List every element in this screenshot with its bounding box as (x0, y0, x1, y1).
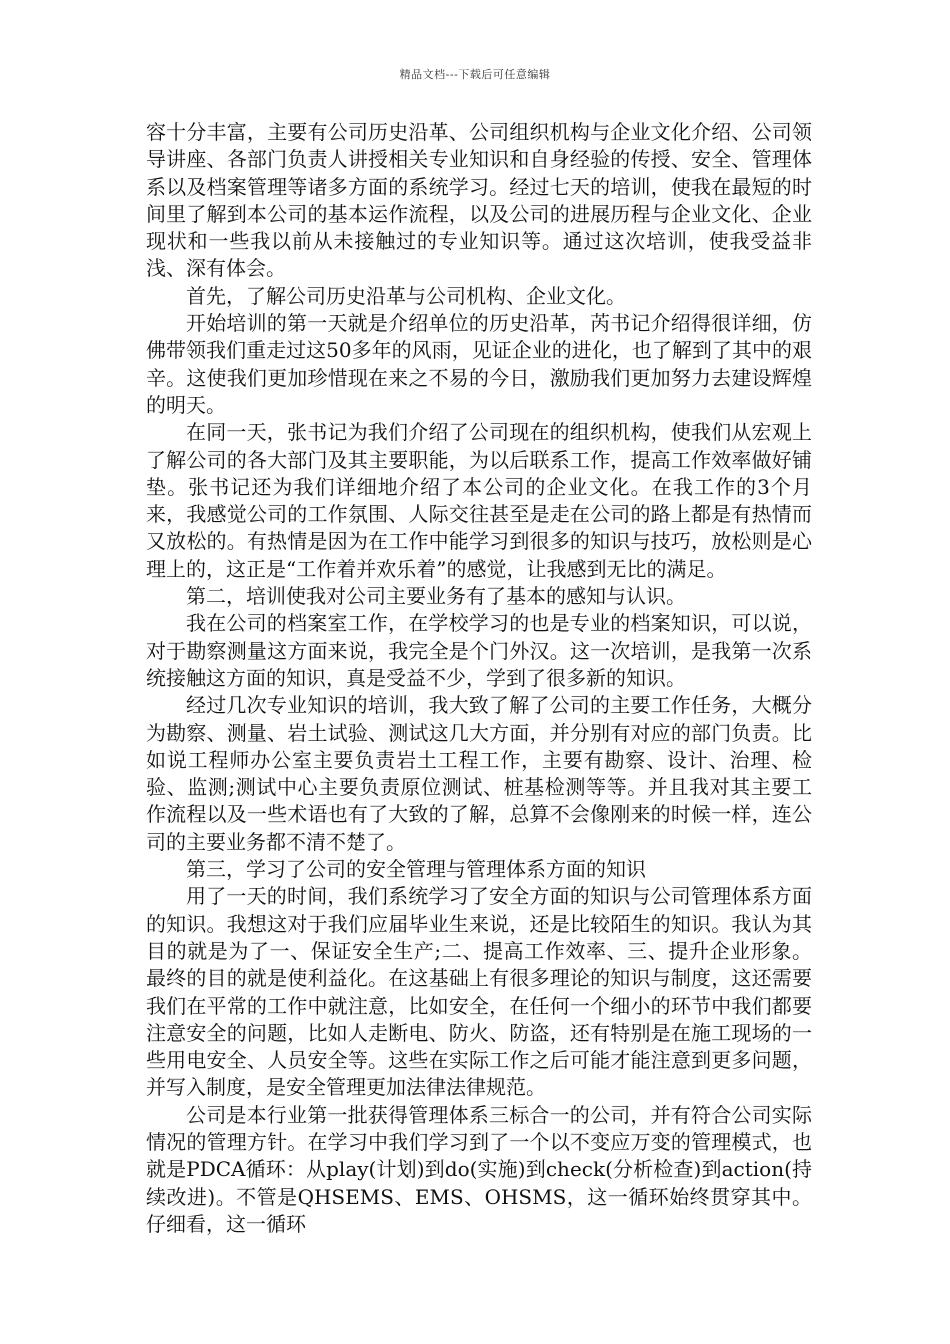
paragraph-2: 首先，了解公司历史沿革与公司机构、企业文化。 (186, 283, 626, 308)
paragraph-3: 开始培训的第一天就是介绍单位的历史沿革，芮书记介绍得很详细，仿佛带领我们重走过这50多年的风雨，见证企业的进化，也了解到了其中的艰辛。这使我们更加珍惜现在来之不易的今日，激励我们更加努力去建设辉煌的明天。 (146, 311, 812, 417)
paragraph-4: 在同一天，张书记为我们介绍了公司现在的组织机构，使我们从宏观上了解公司的各大部门及其主要职能，为以后联系工作，提高工作效率做好铺垫。张书记还为我们详细地介绍了本公司的企业文化。在我工作的3个月来，我感觉公司的工作氛围、人际交往甚至是走在公司的路上都是有热情而又放松的。有热情是因为在工作中能学习到很多的知识与技巧，放松则是心理上的，这正是“工作着并欢乐着”的感觉，让我感到无比的满足。 (146, 420, 812, 581)
paragraph-10: 公司是本行业第一批获得管理体系三标合一的公司，并有符合公司实际情况的管理方针。在学习中我们学习到了一个以不变应万变的管理模式，也就是PDCA循环：从play(计划)到do(实施)到check(分析检查)到action(持续改进)。不管是QHSEMS、EMS、OHSMS，这一循环始终贯穿其中。仔细看，这一循环 (146, 1102, 812, 1236)
paragraph-6: 我在公司的档案室工作，在学校学习的也是专业的档案知识，可以说，对于勘察测量这方面来说，我完全是个门外汉。这一次培训，是我第一次系统接触这方面的知识，真是受益不少，学到了很多新的知识。 (146, 611, 812, 690)
page-header: 精品文档---下载后可任意编辑 (399, 68, 551, 81)
paragraph-7: 经过几次专业知识的培训，我大致了解了公司的主要工作任务，大概分为勘察、测量、岩土试验、测试这几大方面，并分别有对应的部门负责。比如说工程师办公室主要负责岩土工程工作，主要有勘察、设计、治理、检验、监测;测试中心主要负责原位测试、桩基检测等等。并且我对其主要工作流程以及一些术语也有了大致的了解，总算不会像刚来的时候一样，连公司的主要业务都不清不楚了。 (146, 693, 812, 854)
paragraph-1: 容十分丰富，主要有公司历史沿革、公司组织机构与企业文化介绍、公司领导讲座、各部门负责人讲授相关专业知识和自身经验的传授、安全、管理体系以及档案管理等诸多方面的系统学习。经过七天的培训，使我在最短的时间里了解到本公司的基本运作流程，以及公司的进展历程与企业文化、企业现状和一些我以前从未接触过的专业知识等。通过这次培训，使我受益非浅、深有体会。 (146, 120, 812, 281)
paragraph-5: 第二，培训使我对公司主要业务有了基本的感知与认识。 (186, 584, 686, 609)
paragraph-8: 第三，学习了公司的安全管理与管理体系方面的知识 (186, 857, 646, 882)
paragraph-9: 用了一天的时间，我们系统学习了安全方面的知识与公司管理体系方面的知识。我想这对于我们应届毕业生来说，还是比较陌生的知识。我认为其目的就是为了一、保证安全生产;二、提高工作效率、三、提升企业形象。最终的目的就是使利益化。在这基础上有很多理论的知识与制度，这还需要我们在平常的工作中就注意，比如安全，在任何一个细小的环节中我们都要注意安全的问题，比如人走断电、防火、防盗，还有特别是在施工现场的一些用电安全、人员安全等。这些在实际工作之后可能才能注意到更多问题，并写入制度，是安全管理更加法律法律规范。 (146, 884, 812, 1100)
document-body (146, 119, 812, 1238)
